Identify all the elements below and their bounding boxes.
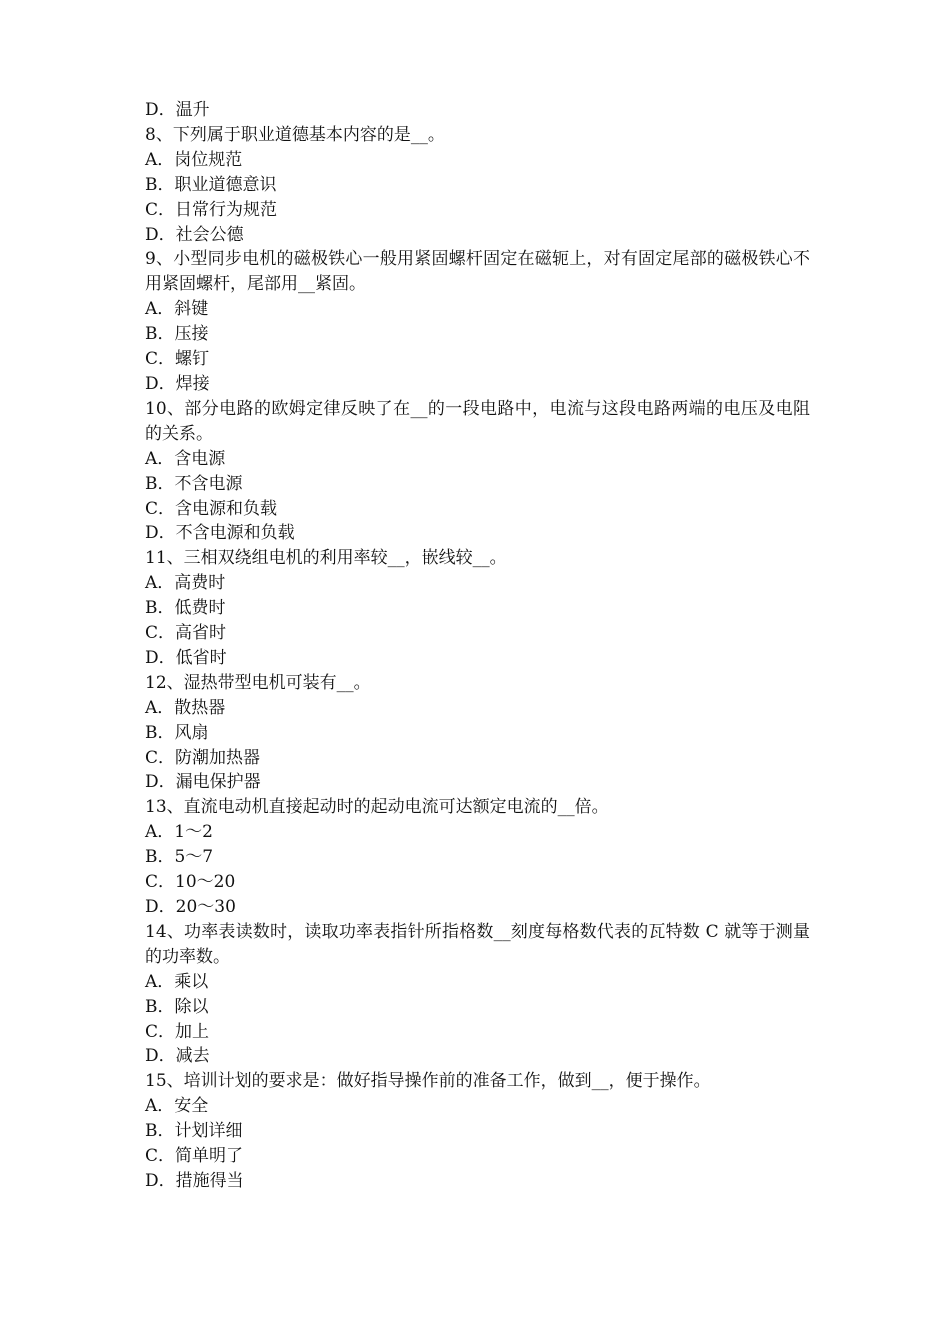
option-c: C．日常行为规范 — [145, 199, 278, 220]
question-15 — [145, 1069, 810, 1194]
question-text: 15、培训计划的要求是：做好指导操作前的准备工作，做到__，便于操作。 — [145, 1071, 711, 1092]
question-text: 11、三相双绕组电机的利用率较__，嵌线较__。 — [145, 548, 507, 569]
option-d: D．社会公德 — [145, 224, 244, 245]
option-c: C．加上 — [145, 1021, 210, 1042]
question-9 — [145, 247, 810, 396]
option-b: B．风扇 — [145, 722, 209, 743]
option-d: D．20～30 — [145, 897, 236, 917]
question-text: 14、功率表读数时，读取功率表指针所指格数__刻度每格数代表的瓦特数 C 就等于测量的功率数。 — [145, 921, 810, 967]
option-d: D．漏电保护器 — [145, 772, 261, 793]
document-page — [145, 98, 810, 1194]
option-c: C．螺钉 — [145, 349, 210, 370]
option-c: C．高省时 — [145, 623, 227, 644]
question-14 — [145, 920, 810, 1069]
option-b: B．压接 — [145, 324, 209, 345]
question-10 — [145, 397, 810, 546]
question-text: 12、湿热带型电机可装有__。 — [145, 672, 371, 693]
question-11 — [145, 546, 810, 671]
question-text: 13、直流电动机直接起动时的起动电流可达额定电流的__倍。 — [145, 797, 609, 818]
option-d: D．不含电源和负载 — [145, 523, 295, 544]
option-b: B．不含电源 — [145, 473, 243, 494]
option-d: D．低省时 — [145, 647, 227, 668]
option-b: B．低费时 — [145, 598, 226, 619]
option-a: A．含电源 — [145, 448, 226, 469]
option-b: B．除以 — [145, 996, 209, 1017]
option-a: A．乘以 — [145, 971, 209, 992]
option-prev-d: D．温升 — [145, 100, 210, 120]
option-b: B．5～7 — [145, 847, 214, 868]
option-d: D．焊接 — [145, 373, 210, 394]
option-c: C．10～20 — [145, 872, 236, 893]
option-d: D．减去 — [145, 1046, 210, 1067]
question-13 — [145, 795, 810, 920]
option-c: C．防潮加热器 — [145, 747, 261, 768]
option-c: C．含电源和负载 — [145, 498, 278, 519]
question-12 — [145, 671, 810, 796]
option-a: A．散热器 — [145, 697, 226, 718]
option-a: A．岗位规范 — [145, 149, 243, 170]
question-text: 9、小型同步电机的磁极铁心一般用紧固螺杆固定在磁轭上，对有固定尾部的磁极铁心不用紧固螺杆，尾部用__紧固。 — [145, 249, 810, 295]
option-b: B．职业道德意识 — [145, 174, 277, 195]
option-a: A．高费时 — [145, 573, 226, 594]
option-a: A．1～2 — [145, 822, 213, 843]
question-text: 10、部分电路的欧姆定律反映了在__的一段电路中，电流与这段电路两端的电压及电阻的关系。 — [145, 398, 810, 444]
option-a: A．斜键 — [145, 299, 209, 320]
option-c: C．简单明了 — [145, 1146, 244, 1167]
option-b: B．计划详细 — [145, 1121, 243, 1142]
option-a: A．安全 — [145, 1096, 209, 1117]
question-text: 8、下列属于职业道德基本内容的是__。 — [145, 124, 445, 145]
question-8 — [145, 123, 810, 248]
option-d: D．措施得当 — [145, 1170, 244, 1191]
